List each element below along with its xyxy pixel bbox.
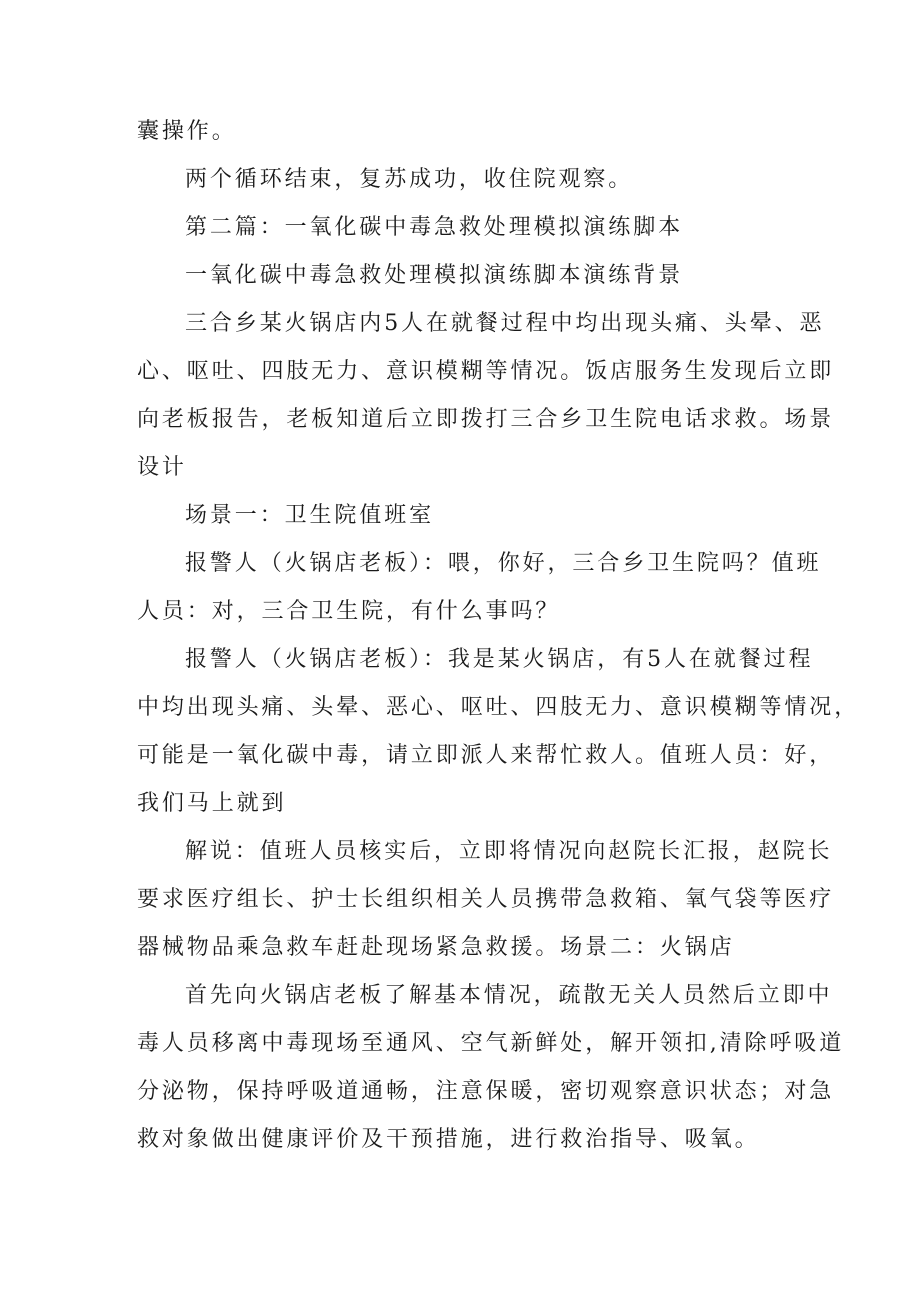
text-line: 要求医疗组长、护士长组织相关人员携带急救箱、氧气袋等医疗 bbox=[137, 887, 835, 912]
text-line: 解说：值班人员核实后，立即将情况向赵院长汇报，赵院长 bbox=[185, 839, 833, 864]
text-line: 两个循环结束，复苏成功，收住院观察。 bbox=[185, 167, 634, 192]
text-line: 报警人（火锅店老板）：喂，你好，三合乡卫生院吗？值班 bbox=[185, 551, 822, 576]
text-line: 向老板报告，老板知道后立即拨打三合乡卫生院电话求救。场景 bbox=[137, 407, 835, 432]
document-body bbox=[137, 108, 860, 1164]
text-line: 三合乡某火锅店内5人在就餐过程中均出现头痛、头晕、恶 bbox=[185, 311, 825, 336]
text-line: 心、呕吐、四肢无力、意识模糊等情况。饭店服务生发现后立即 bbox=[137, 359, 835, 384]
section-heading: 第二篇：一氧化碳中毒急救处理模拟演练脚本 bbox=[185, 215, 684, 240]
text-line: 人员：对，三合卫生院，有什么事吗？ bbox=[137, 599, 561, 624]
text-line: 首先向火锅店老板了解基本情况，疏散无关人员然后立即中 bbox=[185, 983, 833, 1008]
text-line: 毒人员移离中毒现场至通风、空气新鲜处，解开领扣,清除呼吸道 bbox=[137, 1031, 845, 1056]
text-line: 可能是一氧化碳中毒，请立即派人来帮忙救人。值班人员：好， bbox=[137, 743, 835, 768]
text-line: 我们马上就到 bbox=[137, 791, 287, 816]
text-line: 报警人（火锅店老板）：我是某火锅店，有5人在就餐过程 bbox=[185, 647, 814, 672]
text-line: 场景一：卫生院值班室 bbox=[185, 503, 435, 528]
text-line: 中均出现头痛、头晕、恶心、呕吐、四肢无力、意识模糊等情况， bbox=[137, 695, 860, 720]
text-line: 设计 bbox=[137, 455, 187, 480]
text-line: 分泌物，保持呼吸道通畅，注意保暖，密切观察意识状态；对急 bbox=[137, 1079, 835, 1104]
text-line: 一氧化碳中毒急救处理模拟演练脚本演练背景 bbox=[185, 263, 684, 288]
text-line: 救对象做出健康评价及干预措施，进行救治指导、吸氧。 bbox=[137, 1127, 760, 1152]
text-line: 器械物品乘急救车赶赴现场紧急救援。场景二：火锅店 bbox=[137, 935, 735, 960]
text-line: 囊操作。 bbox=[137, 119, 237, 144]
